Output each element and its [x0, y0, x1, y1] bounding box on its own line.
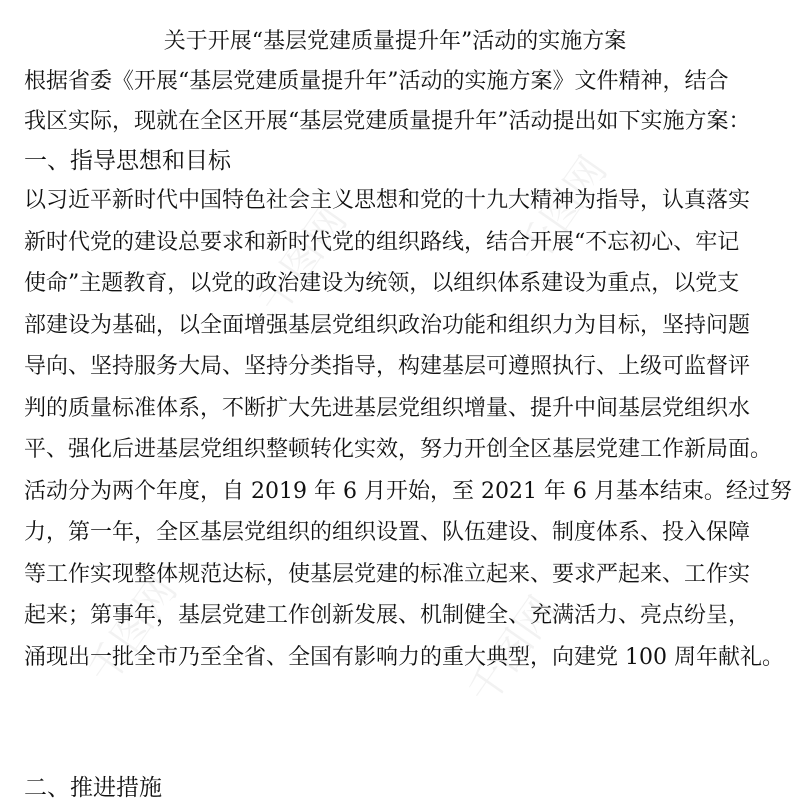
watermark: 千图网	[79, 568, 187, 693]
watermark: 千图网	[509, 148, 617, 273]
body-line: 部建设为基础，以全面增强基层党组织政治功能和组织力为目标，坚持问题	[24, 313, 751, 338]
document-title: 关于开展“基层党建质量提升年”活动的实施方案	[163, 29, 627, 54]
body-line: 导向、坚持服务大局、坚持分类指导，构建基层可遵照执行、上级可监督评	[24, 354, 751, 379]
watermark: 千图网	[249, 198, 357, 323]
section-heading-1: 一、指导思想和目标	[24, 148, 231, 174]
body-line: 力，第一年，全区基层党组织的组织设置、队伍建设、制度体系、投入保障	[24, 520, 751, 545]
watermark: 千图网	[459, 588, 567, 713]
body-line: 涌现出一批全市乃至全省、全国有影响力的重大典型，向建党 100 周年献礼。	[24, 645, 784, 670]
body-line: 起来；第事年，基层党建工作创新发展、机制健全、充满活力、亮点纷呈，	[24, 603, 751, 628]
body-line: 平、强化后进基层党组织整顿转化实效，努力开创全区基层党建工作新局面。	[24, 437, 773, 462]
body-line: 以习近平新时代中国特色社会主义思想和党的十九大精神为指导，认真落实	[24, 188, 751, 213]
body-line: 活动分为两个年度，自 2019 年 6 月开始，至 2021 年 6 月基本结束。经过努	[24, 479, 792, 504]
body-line: 等工作实现整体规范达标，使基层党建的标准立起来、要求严起来、工作实	[24, 562, 751, 587]
intro-line: 我区实际，现就在全区开展“基层党建质量提升年”活动提出如下实施方案：	[24, 109, 751, 134]
section-heading-2: 二、推进措施	[24, 775, 162, 801]
body-line: 新时代党的建设总要求和新时代党的组织路线，结合开展“不忘初心、牢记	[24, 230, 740, 255]
body-line: 判的质量标准体系，不断扩大先进基层党组织增量、提升中间基层党组织水	[24, 396, 751, 421]
intro-line: 根据省委《开展“基层党建质量提升年”活动的实施方案》文件精神，结合	[24, 69, 729, 94]
body-line: 使命”主题教育，以党的政治建设为统领，以组织体系建设为重点，以党支	[24, 271, 740, 296]
